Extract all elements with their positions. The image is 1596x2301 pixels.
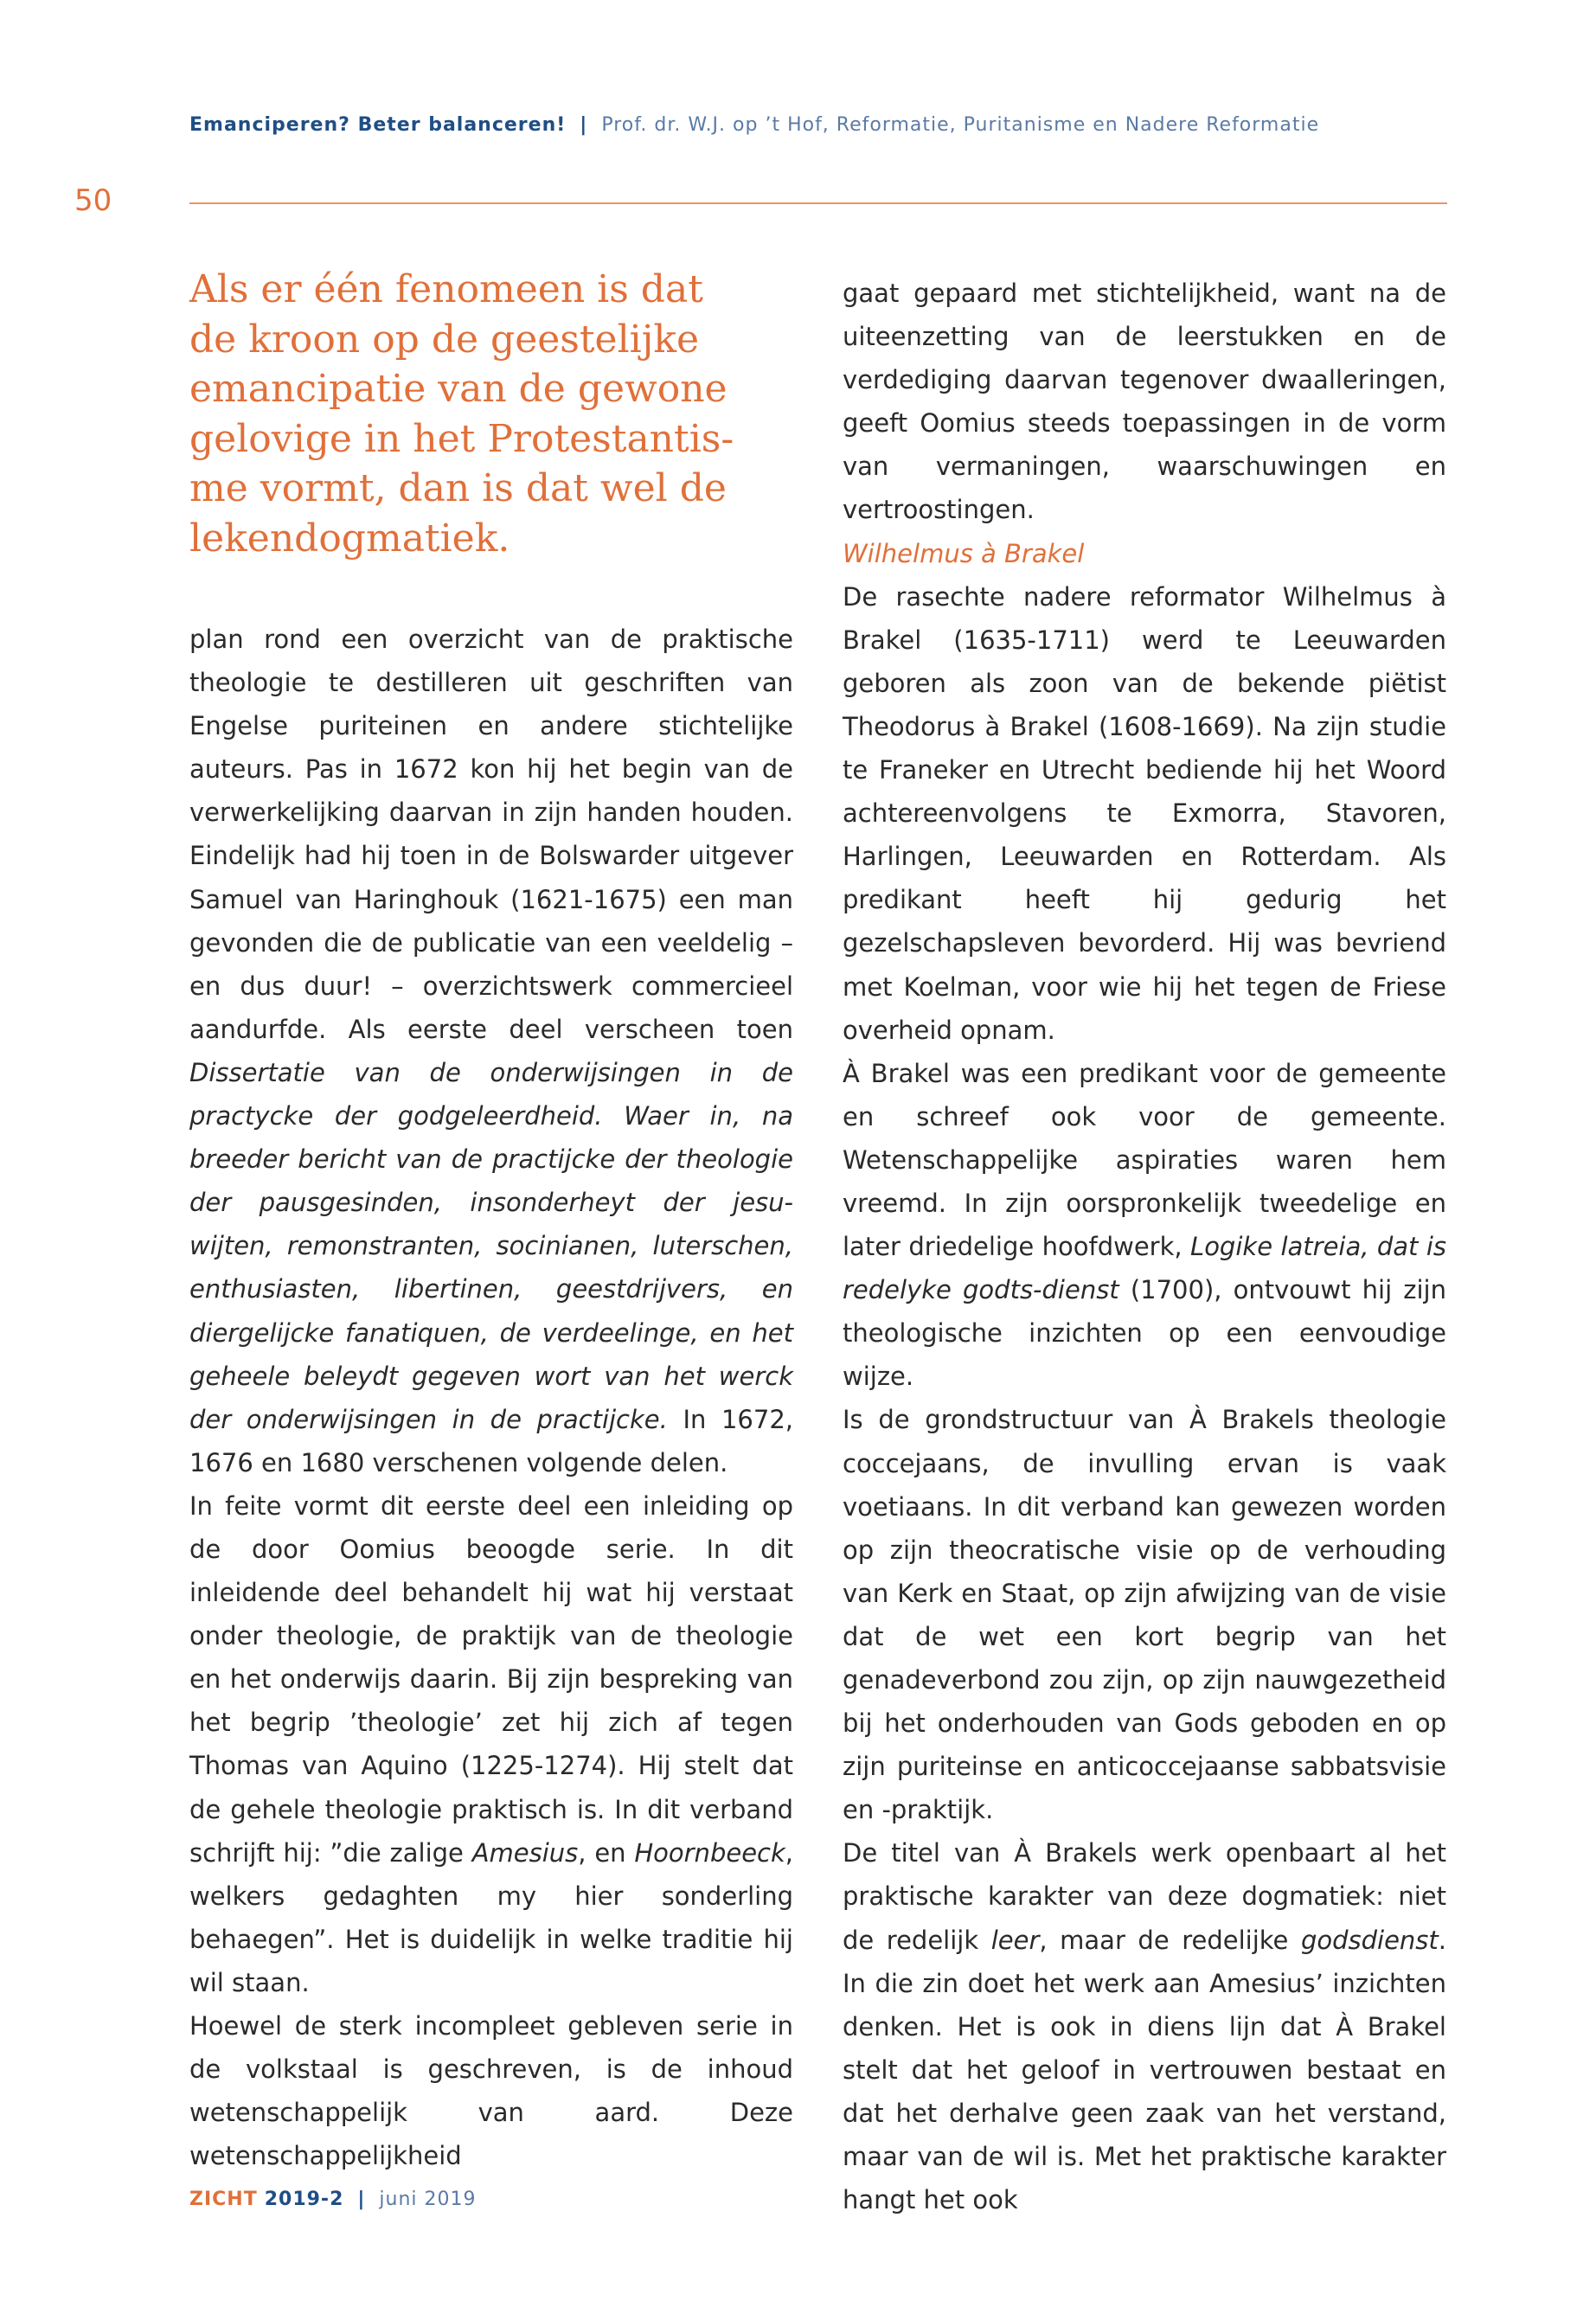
left-column [189,618,793,2177]
body-paragraph: Hoewel de sterk incompleet gebleven serie in de volkstaal is geschreven, is de inhoud wetenschappelijk van aard. Deze wetenschappelijkheid [189,2011,793,2171]
emphasized-word: godsdienst [1300,1925,1439,1955]
pull-quote [189,265,795,563]
footer-separator: | [357,2189,366,2210]
paragraph-text: (1700), ontvouwt hij zijn theologische inzichten op een eenvoudige wijze. [843,1275,1446,1392]
paragraph-text: , en [578,1837,635,1868]
paragraph-text: À Brakel was een predikant voor de gemeente en schreef ook voor de gemeente. Wetenschappelijke aspiraties waren hem vreemd. In zijn oorspronkelijk tweedelige en later driedelige hoofdwerk, [843,1058,1446,1262]
body-paragraph [189,618,793,1484]
body-paragraph [843,1831,1446,2221]
paragraph-text: In 1672, 1676 en 1680 verschenen volgende delen. [189,1404,793,1477]
pull-quote-line: de kroon op de geestelijke [189,317,700,362]
right-column [843,272,1446,2221]
page-number: 50 [74,183,112,218]
paragraph-text: plan rond een overzicht van de praktische theologie te destilleren uit geschriften van Engelse puriteinen en andere stichtelijke auteurs. Pas in 1672 kon hij het begin van de verwerkelijking daarvan in zijn handen houden. Eindelijk had hij toen in de Bolswarder uitgever Samuel van Haringhouk (1621-1675) een man gevonden die de publicatie van een veeldelig – en dus duur! – overzichtswerk commercieel aandurfde. Als eerste deel verscheen toen [189,625,793,1044]
magazine-title: Emanciperen? Beter balanceren! [189,114,567,136]
body-paragraph: Is de grondstructuur van À Brakels theologie coccejaans, de invulling ervan is vaak voetiaans. In dit verband kan gewezen worden op zijn theocratische visie op de verhouding van Kerk en Staat, op zijn afwijzing van de visie dat de wet een kort begrip van het genadeverbond zou zijn, op zijn nauwgezetheid bij het onderhouden van Gods geboden en op zijn puriteinse en anticoccejaanse sabbatsvisie en -praktijk. [843,1405,1446,1825]
article-reference: Prof. dr. W.J. op ’t Hof, Reformatie, Puritanisme en Nadere Reformatie [601,114,1320,136]
pull-quote-line: Als er één fenomeen is dat [189,267,703,311]
pull-quote-line: emancipatie van de gewone [189,367,727,411]
body-paragraph: gaat gepaard met stichtelijkheid, want na de uiteenzetting van de leerstukken en de verdediging daarvan tegenover dwaalleringen, geeft Oomius steeds toepassingen in de vorm van vermaningen, waarschuwingen en vertroostingen. [843,279,1446,525]
paragraph-text: , welkers gedaghten my hier sonderling behaegen”. Het is duidelijk in welke traditie hij wil staan. [189,1837,793,1997]
footer-date: juni 2019 [379,2189,477,2210]
emphasized-name: Amesius [471,1837,579,1868]
paragraph-text: De titel van À Brakels werk openbaart al het praktische karakter van deze dogmatiek: niet de redelijk [843,1838,1446,1955]
header-separator: | [580,114,588,136]
pull-quote-line: gelovige in het Protestantis- [189,416,734,461]
paragraph-text: In feite vormt dit eerste deel een inleiding op de door Oomius beoogde serie. In dit inleidende deel behandelt hij wat hij verstaat onder theologie, de praktijk van de theologie en het onderwijs daarin. Bij zijn bespreking van het begrip ’theologie’ zet hij zich af tegen Thomas van Aquino (1225-1274). Hij stelt dat de gehele theologie praktisch is. In dit verband schrijft hij: ”die zalige [189,1490,793,1868]
pull-quote-line: lekendogmatiek. [189,516,510,561]
header-rule [189,202,1447,204]
running-footer [189,2189,477,2210]
emphasized-word: leer [990,1925,1040,1955]
footer-magazine: ZICHT [189,2189,258,2210]
body-paragraph: De rasechte nadere reformator Wilhelmus à Brakel (1635-1711) werd te Leeuwarden geboren als zoon van de bekende piëtist Theodorus à Brakel (1608-1669). Na zijn studie te Franeker en Utrecht bediende hij het Woord achtereenvolgens te Exmorra, Stavoren, Harlingen, Leeuwarden en Rotterdam. Als predikant heeft hij gedurig het gezelschapsleven bevorderd. Hij was bevriend met Koelman, voor wie hij het tegen de Friese overheid opnam. [843,581,1446,1045]
section-subheading: Wilhelmus à Brakel [843,538,1085,568]
pull-quote-line: me vormt, dan is dat wel de [189,466,727,510]
paragraph-text: . In die zin doet het werk aan Amesius’ inzichten denken. Het is ook in diens lijn dat À Brakel stelt dat het geloof in vertrouwen bestaat en dat het derhalve geen zaak van het verstand, maar van de wil is. Met het praktische karakter hangt het ook [843,1925,1446,2215]
book-title: Dissertatie van de onderwijsingen in de practycke der godgeleerdheid. Waer in, na breeder bericht van de practijcke der theologie der pausgesinden, insonderheyt der jesu-wijten, remonstranten, socinianen, luterschen, enthusiasten, libertinen, geestdrijvers, en diergelijcke fanatiquen, de verdeelinge, en het geheele beleydt gegeven wort van het werck der onderwijsingen in de practijcke. [189,1057,793,1434]
paragraph-text: , maar de redelijke [1039,1925,1301,1955]
body-paragraph [189,1484,793,2004]
body-paragraph [843,1052,1446,1399]
emphasized-name: Hoornbeeck [634,1837,785,1868]
running-header [189,114,1319,136]
book-title: Logike latreia, dat is redelyke godts-dienst [843,1232,1446,1305]
footer-issue: 2019-2 [264,2189,344,2210]
